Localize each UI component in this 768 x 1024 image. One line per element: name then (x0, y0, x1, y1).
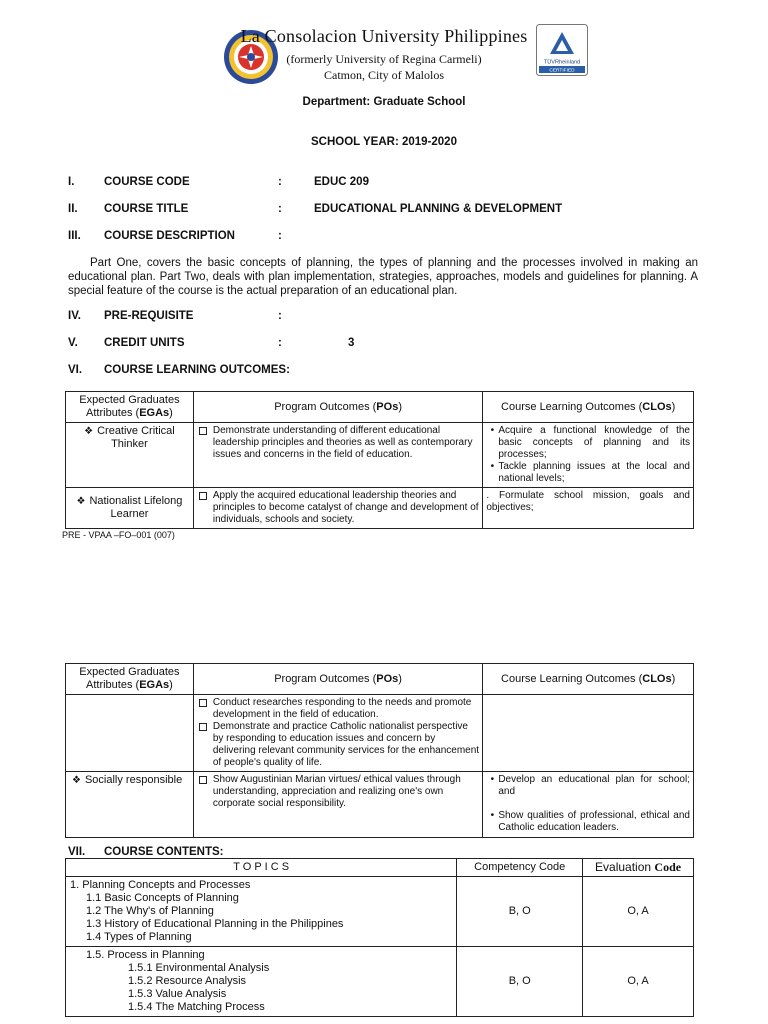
po-header-text: Program Outcomes ( (274, 672, 377, 685)
ega-header-abbrev: EGAs (139, 407, 170, 419)
list-item (197, 721, 479, 769)
list-item (486, 425, 690, 461)
row-number: VI. (68, 364, 83, 376)
list-item (486, 810, 690, 834)
ega-header (66, 392, 194, 423)
subtopic: 1.5.4 The Matching Process (128, 1001, 265, 1013)
clo-header-abbrev: CLOs (642, 400, 672, 413)
row-label: COURSE LEARNING OUTCOMES: (104, 364, 290, 376)
course-description-row (68, 230, 698, 246)
clo-header-close: ) (671, 672, 676, 685)
clo-cell (483, 695, 694, 772)
diamond-bullet-icon: ❖ (72, 775, 81, 786)
ega-text: Socially responsible (84, 774, 183, 786)
topic-heading: 1. Planning Concepts and Processes (70, 879, 251, 891)
list-item (486, 774, 690, 798)
row-colon: : (278, 203, 282, 215)
table-header-row (66, 859, 694, 877)
department: Department: Graduate School (302, 96, 466, 108)
row-number: I. (68, 176, 75, 188)
row-number: IV. (68, 310, 82, 322)
course-contents-table (65, 858, 694, 1017)
course-description-text: Part One, covers the basic concepts of planning, the types of planning and the processes involved in making an educational plan. Part Two, deals with plan implementation, strategies, approaches, models and guidelines for planning. A special feature of the course is the actual preparation of an educational plan. (68, 257, 698, 297)
ega-text: Nationalist Lifelong Learner (89, 495, 183, 520)
ega-header-line1: Expected Graduates (79, 666, 180, 678)
po-header-text: Program Outcomes ( (274, 400, 377, 413)
row-number: V. (68, 337, 78, 349)
competency-cell: B, O (457, 947, 583, 1017)
row-label: COURSE TITLE (104, 203, 189, 215)
section-number: VII. (68, 846, 86, 858)
row-colon: : (278, 176, 282, 188)
former-name: (formerly University of Regina Carmeli) (286, 52, 482, 66)
ega-cell (66, 423, 194, 488)
ega-header-line1: Expected Graduates (79, 394, 180, 406)
row-label: COURSE CODE (104, 176, 190, 188)
list-item (197, 490, 479, 526)
po-header (193, 664, 482, 695)
list-item (486, 490, 690, 514)
evaluation-cell: O, A (583, 877, 694, 947)
po-header-close: ) (398, 400, 402, 413)
po-cell (193, 423, 482, 488)
table-row (66, 947, 694, 1017)
ega-header-line2: Attributes ( (86, 679, 140, 691)
ega-cell (66, 772, 194, 838)
po-text: Conduct researches responding to the needs and promote development in the field of education. (212, 697, 472, 720)
checkbox-square-icon (199, 776, 207, 784)
ega-cell (66, 488, 194, 529)
topic-cell (66, 947, 457, 1017)
clo-text: . Formulate school mission, goals and objectives; (486, 490, 690, 513)
evaluation-header-text: Evaluation (595, 860, 655, 874)
evaluation-cell: O, A (583, 947, 694, 1017)
row-colon: : (278, 337, 282, 349)
po-cell (193, 772, 482, 838)
ega-header-close: ) (169, 679, 173, 691)
ega-header (66, 664, 194, 695)
subtopic: 1.1 Basic Concepts of Planning (86, 892, 239, 904)
bullet-icon: • (490, 425, 495, 436)
row-number: III. (68, 230, 81, 242)
table-header-row (66, 664, 694, 695)
subtopic: 1.5.1 Environmental Analysis (128, 962, 270, 974)
table-row (66, 772, 694, 838)
evaluation-header-code: Code (654, 860, 682, 874)
course-title-value: EDUCATIONAL PLANNING & DEVELOPMENT (314, 203, 563, 215)
diamond-bullet-icon: ❖ (76, 496, 86, 507)
po-cell (193, 488, 482, 529)
university-address: Catmon, City of Malolos (324, 68, 444, 82)
learning-outcomes-row (68, 364, 698, 380)
po-text: Demonstrate understanding of different educational leadership principles and theories as well as contemporary issues and concerns in the field of education. (212, 425, 473, 460)
tuv-certification-icon (536, 24, 588, 76)
clo-header-text: Course Learning Outcomes ( (501, 400, 643, 413)
competency-header: Competency Code (457, 859, 583, 877)
clo-cell (483, 772, 694, 838)
po-header-abbrev: POs (376, 672, 399, 685)
subtopic: 1.2 The Why's of Planning (86, 905, 214, 917)
ega-cell (66, 695, 194, 772)
list-item (197, 697, 479, 721)
list-item (197, 425, 479, 461)
cert-text-bottom: CERTIFIED (549, 68, 575, 74)
clo-text: Acquire a functional knowledge of the basic concepts of planning and its processes; (498, 425, 690, 460)
list-item (197, 774, 479, 810)
row-label: CREDIT UNITS (104, 337, 185, 349)
diamond-bullet-icon: ❖ (84, 426, 94, 437)
bullet-icon: • (490, 461, 495, 472)
po-text: Show Augustinian Marian virtues/ ethical values through understanding, appreciation and realizing one's own corporate social responsibility. (212, 774, 461, 809)
clo-text: Tackle planning issues at the local and national levels; (498, 461, 690, 484)
checkbox-square-icon (199, 723, 207, 731)
po-text: Apply the acquired educational leadership theories and principles to become catalyst of change and development of individuals, schools and society. (212, 490, 479, 525)
checkbox-square-icon (199, 699, 207, 707)
cert-text-top: TÜVRheinland (543, 59, 581, 66)
checkbox-square-icon (199, 492, 207, 500)
subtopic: 1.5.2 Resource Analysis (128, 975, 247, 987)
university-name: La Consolacion University Philippines (240, 26, 528, 46)
course-code-row (68, 176, 698, 192)
bullet-icon: • (490, 774, 495, 785)
table-row (66, 423, 694, 488)
ega-header-abbrev: EGAs (139, 679, 170, 691)
clo-text: Show qualities of professional, ethical and Catholic education leaders. (498, 810, 690, 833)
bullet-icon: • (490, 810, 495, 821)
subtopic: 1.5.3 Value Analysis (128, 988, 227, 1000)
outcomes-table (65, 391, 694, 529)
topic-cell (66, 877, 457, 947)
po-header-abbrev: POs (376, 400, 399, 413)
topic-heading: 1.5. Process in Planning (86, 949, 205, 961)
row-label: COURSE DESCRIPTION (104, 230, 235, 242)
po-text: Demonstrate and practice Catholic nationalist perspective by responding to education issues and concern by delivering relevant community services for the enhancement of people's quality of life. (212, 721, 480, 768)
list-item (486, 461, 690, 485)
competency-cell: B, O (457, 877, 583, 947)
clo-cell (483, 423, 694, 488)
po-header-close: ) (398, 672, 402, 685)
letterhead (0, 22, 768, 92)
outcomes-table-continued (65, 663, 694, 838)
ega-header-close: ) (169, 407, 173, 419)
credit-units-row (68, 337, 698, 353)
clo-header-abbrev: CLOs (642, 672, 672, 685)
table-row (66, 877, 694, 947)
topics-header: T O P I C S (66, 859, 457, 877)
ega-text: Creative Critical Thinker (97, 425, 175, 450)
table-row (66, 488, 694, 529)
po-cell (193, 695, 482, 772)
credit-units-value: 3 (348, 337, 355, 349)
evaluation-header (583, 859, 694, 877)
checkbox-square-icon (199, 427, 207, 435)
clo-cell (483, 488, 694, 529)
ega-header-line2: Attributes ( (86, 407, 140, 419)
school-year: SCHOOL YEAR: 2019-2020 (311, 136, 457, 148)
row-label: PRE-REQUISITE (104, 310, 194, 322)
clo-text: Develop an educational plan for school; and (498, 774, 690, 797)
prerequisite-row (68, 310, 698, 326)
clo-header (483, 392, 694, 423)
course-code-value: EDUC 209 (314, 176, 369, 188)
clo-header-text: Course Learning Outcomes ( (501, 672, 643, 685)
table-header-row (66, 392, 694, 423)
clo-header (483, 664, 694, 695)
subtopic: 1.4 Types of Planning (86, 931, 192, 943)
row-number: II. (68, 203, 78, 215)
subtopic: 1.3 History of Educational Planning in the Philippines (86, 918, 344, 930)
clo-header-close: ) (671, 400, 676, 413)
section-title: COURSE CONTENTS: (104, 846, 224, 858)
po-header (193, 392, 482, 423)
row-colon: : (278, 310, 282, 322)
table-row (66, 695, 694, 772)
row-colon: : (278, 230, 282, 242)
course-title-row (68, 203, 698, 219)
form-code: PRE - VPAA –FO–001 (007) (62, 530, 175, 540)
